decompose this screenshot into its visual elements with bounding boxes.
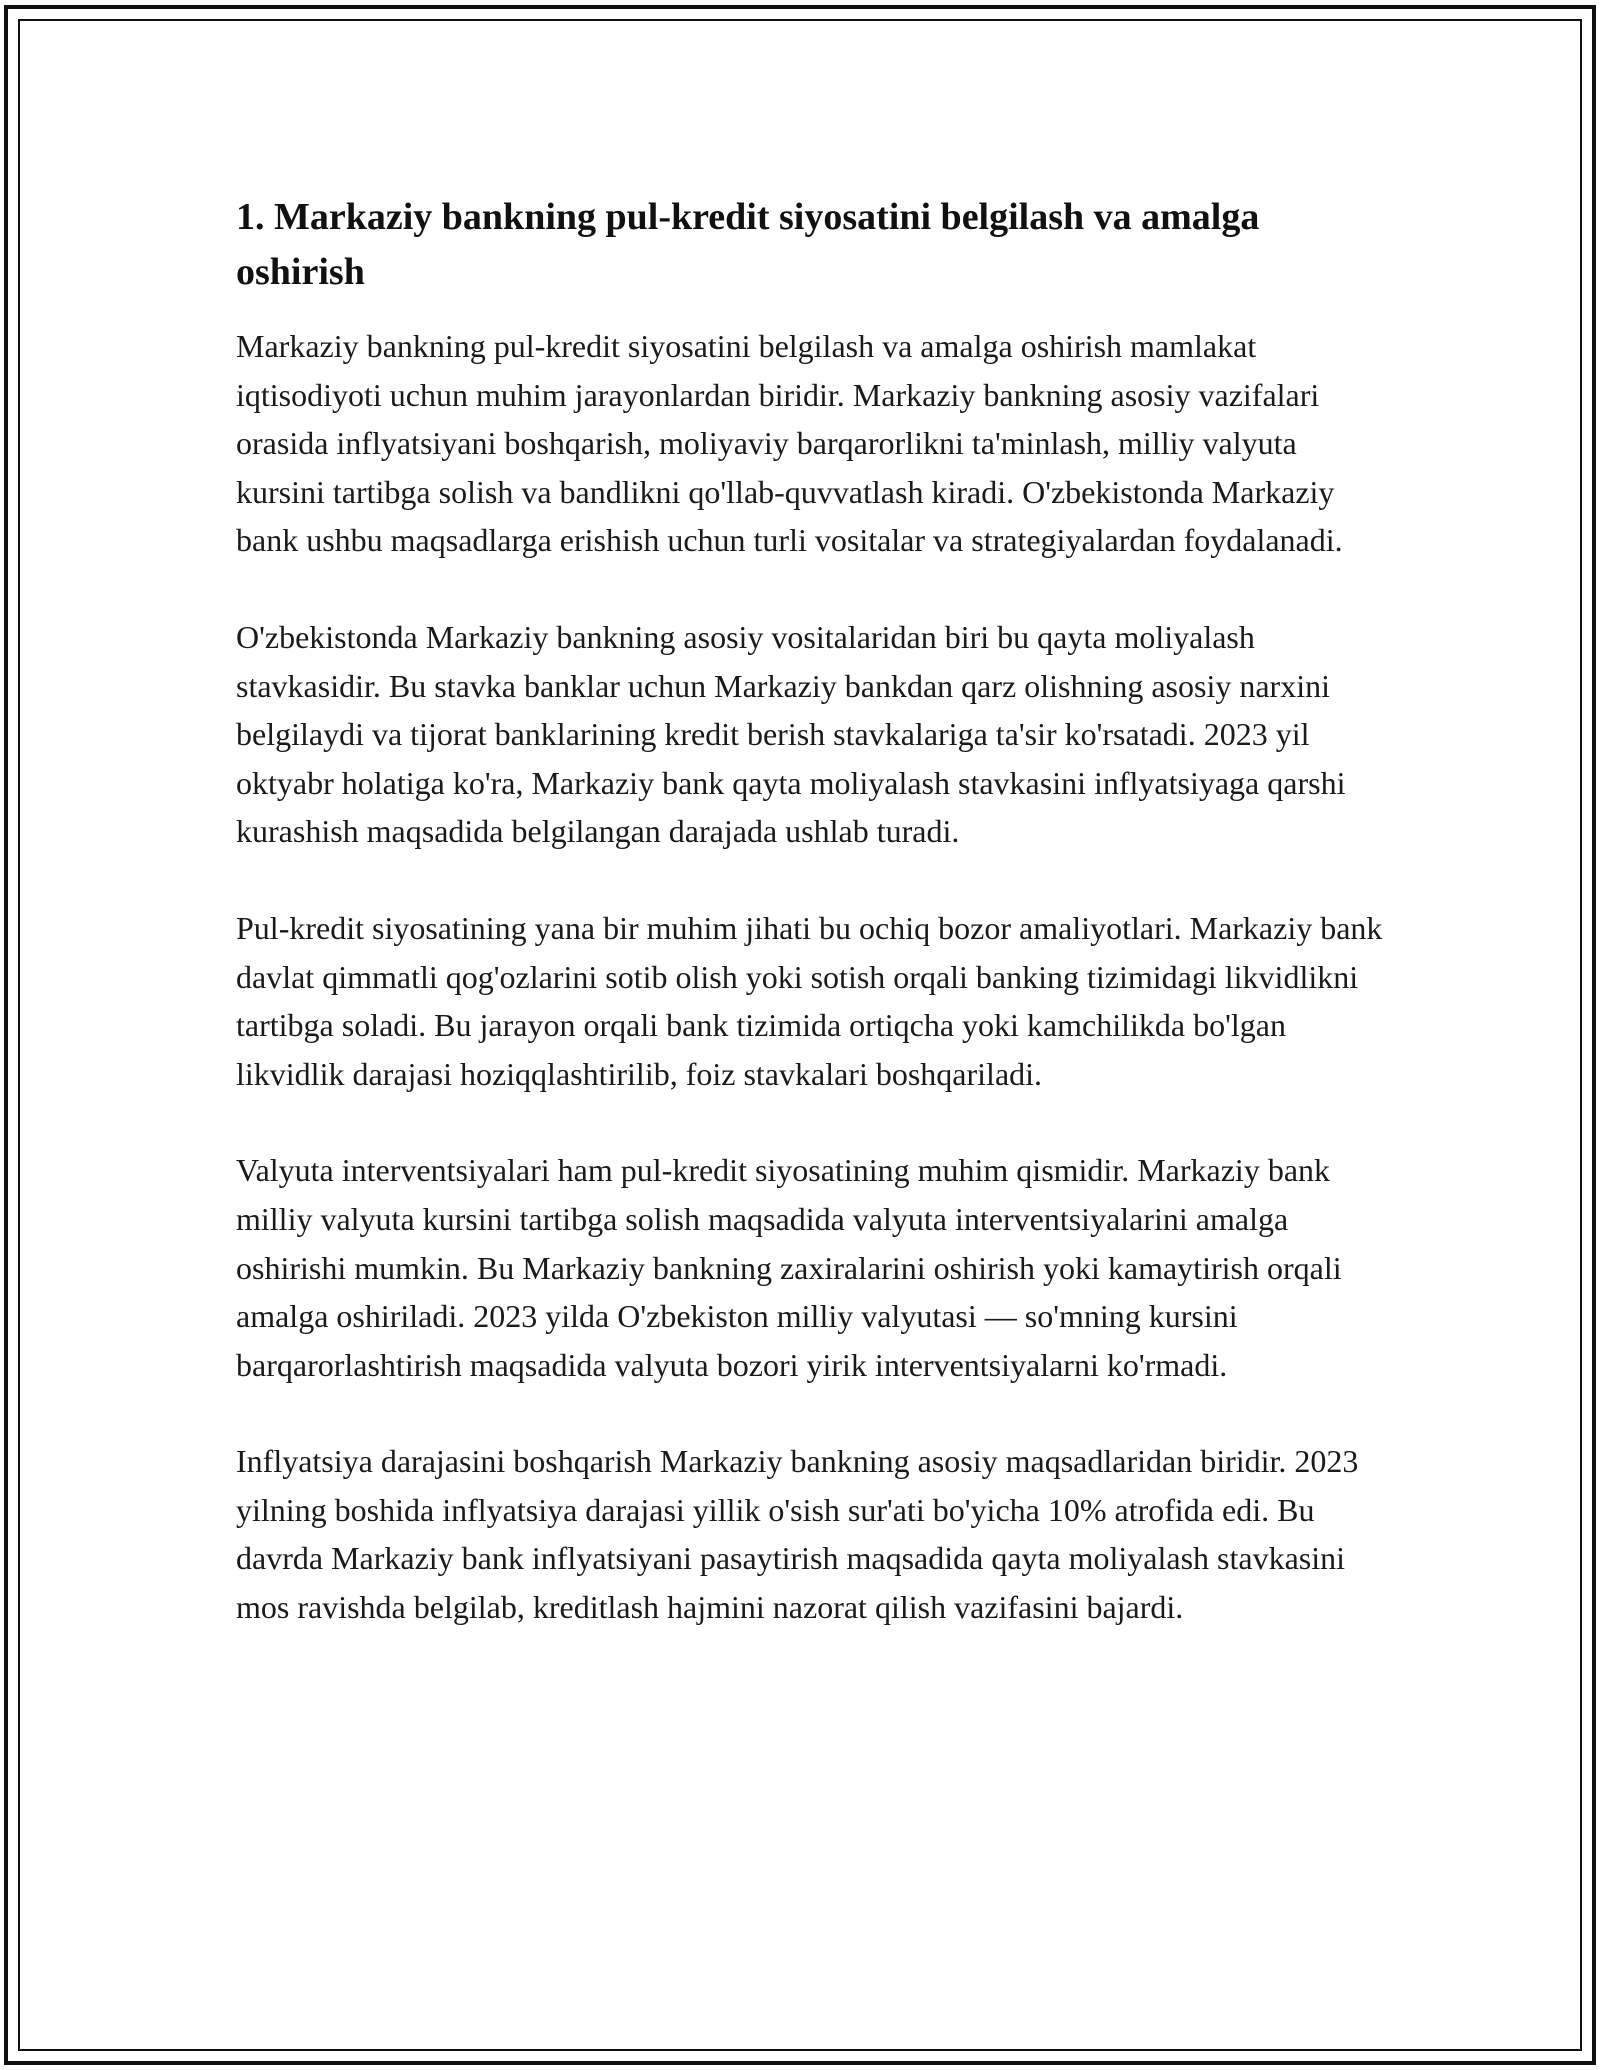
paragraph-currency-interventions: Valyuta interventsiyalari ham pul-kredit siyosatining muhim qismidir. Markaziy bank milliy valyuta kursini tartibga solish maqsadida valyuta interventsiyalarini amalga oshirishi mumkin. Bu Markaziy bankning zaxiralarini oshirish yoki kamaytirish orqali amalga oshiriladi. 2023 yilda O'zbekiston milliy valyutasi — so'mning kursini barqarorlashtirish maqsadida valyuta bozori yirik interventsiyalarni ko'rmadi. xyxy=(236,1152,1342,1383)
paragraph-inflation: Inflyatsiya darajasini boshqarish Markaziy bankning asosiy maqsadlaridan biridir. 2023 yilning boshida inflyatsiya darajasi yillik o'sish sur'ati bo'yicha 10% atrofida edi. Bu davrda Markaziy bank inflyatsiyani pasaytirish maqsadida qayta moliyalash stavkasini mos ravishda belgilab, kreditlash hajmini nazorat qilish vazifasini bajardi. xyxy=(236,1443,1359,1626)
paragraph-open-market: Pul-kredit siyosatining yana bir muhim jihati bu ochiq bozor amaliyotlari. Markaziy bank davlat qimmatli qog'ozlarini sotib olish yoki sotish orqali banking tizimidagi likvidlikni tartibga soladi. Bu jarayon orqali bank tizimida ortiqcha yoki kamchilikda bo'lgan likvidlik darajasi hoziqqlashtirilib, foiz stavkalari boshqariladi. xyxy=(236,909,1383,1092)
paragraph-refinancing-rate: O'zbekistonda Markaziy bankning asosiy vositalaridan biri bu qayta moliyalash stavkasidir. Bu stavka banklar uchun Markaziy bankdan qarz olishning asosiy narxini belgilaydi va tijorat banklarining kredit berish stavkalariga ta'sir ko'rsatadi. 2023 yil oktyabr holatiga ko'ra, Markaziy bank qayta moliyalash stavkasini inflyatsiyaga qarshi kurashish maqsadida belgilangan darajada ushlab turadi. xyxy=(236,618,1346,850)
document-body xyxy=(236,190,1386,1680)
section-heading: 1. Markaziy bankning pul-kredit siyosatini belgilash va amalga oshirish xyxy=(236,196,1260,293)
paragraph-intro: Markaziy bankning pul-kredit siyosatini belgilash va amalga oshirish mamlakat iqtisodiyoti uchun muhim jarayonlardan biridir. Markaziy bankning asosiy vazifalari orasida inflyatsiyani boshqarish, moliyaviy barqarorlikni ta'minlash, milliy valyuta kursini tartibga solish va bandlikni qo'llab-quvvatlash kiradi. O'zbekistonda Markaziy bank ushbu maqsadlarga erishish uchun turli vositalar va strategiyalardan foydalanadi. xyxy=(236,328,1343,559)
